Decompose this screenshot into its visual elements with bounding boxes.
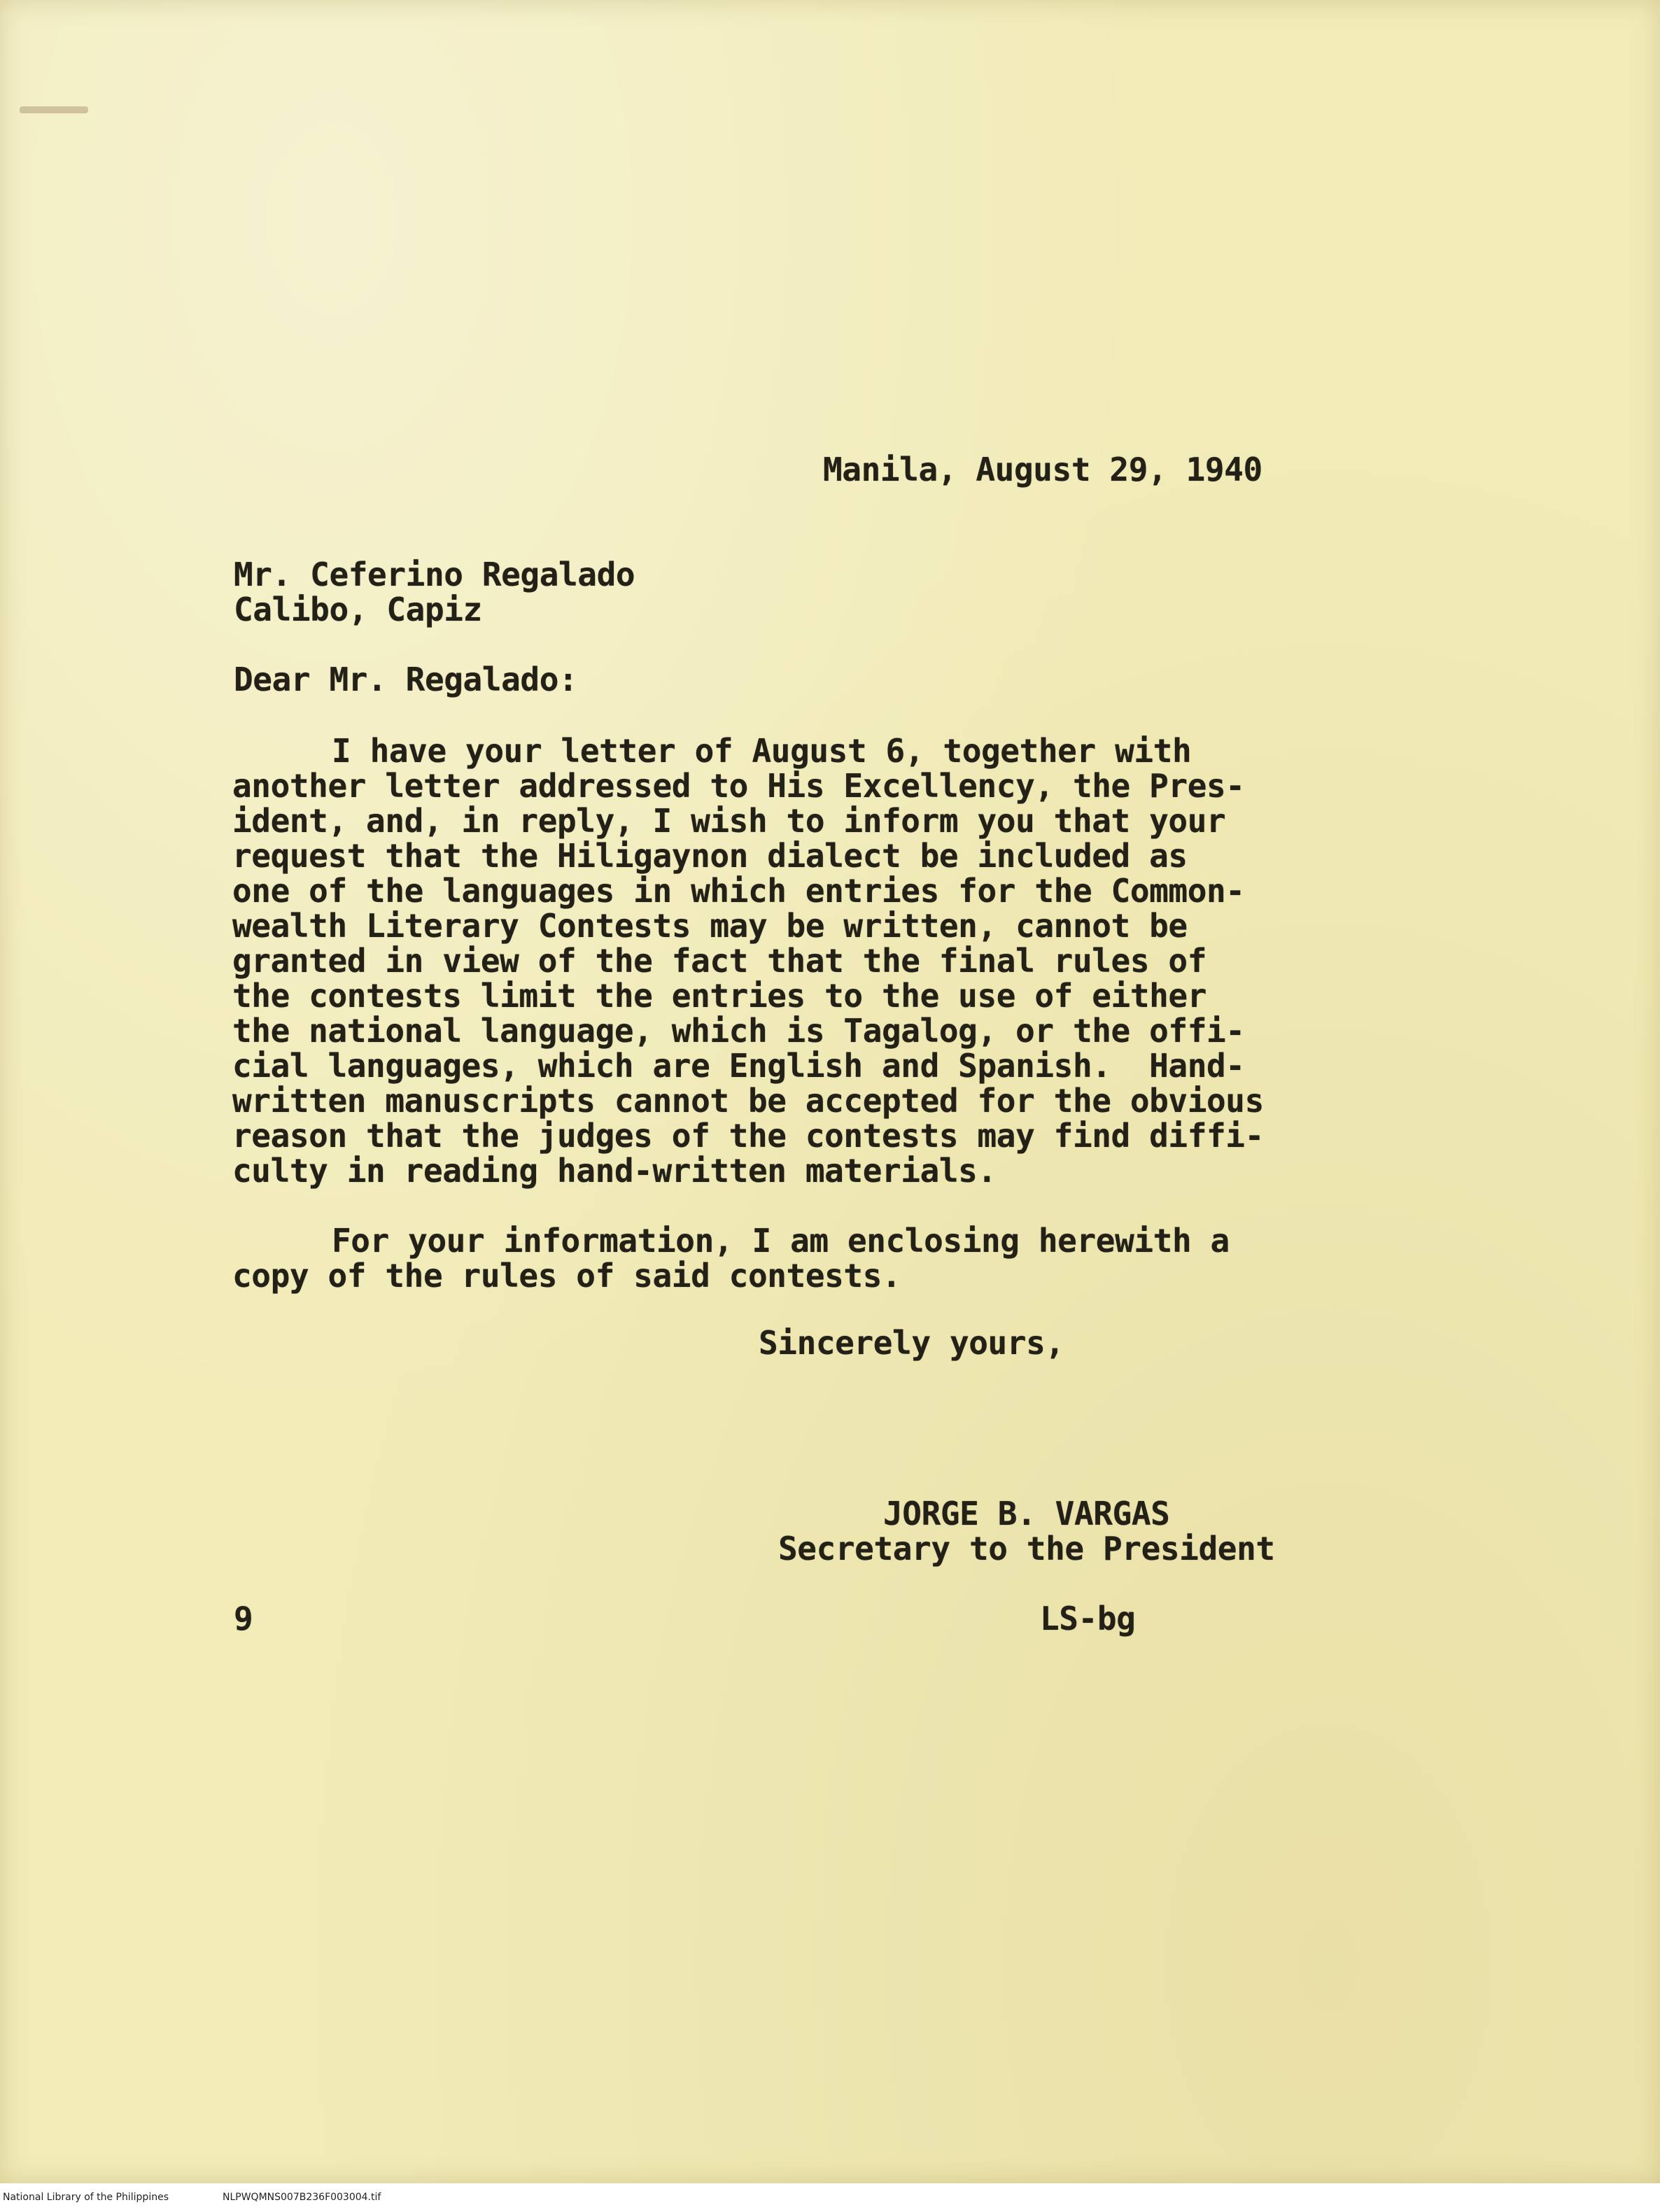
paragraph-1-line: wealth Literary Contests may be written, cannot be	[232, 907, 1188, 945]
signer-name: JORGE B. VARGAS	[883, 1495, 1170, 1533]
date-line: Manila, August 29, 1940	[823, 451, 1262, 488]
paragraph-1-line: cial languages, which are English and Spanish. Hand-	[232, 1047, 1245, 1085]
recipient-name: Mr. Ceferino Regalado	[234, 556, 635, 593]
recipient-place: Calibo, Capiz	[234, 591, 482, 628]
reference-initials: LS-bg	[1040, 1600, 1136, 1637]
paragraph-1-line: request that the Hiligaynon dialect be included as	[232, 837, 1188, 875]
paragraph-1-line: the national language, which is Tagalog, or the offi-	[232, 1012, 1245, 1050]
paragraph-1-line: one of the languages in which entries for the Common-	[232, 872, 1245, 910]
paragraph-1-line: granted in view of the fact that the final rules of	[232, 942, 1207, 980]
archive-repository: National Library of the Philippines	[3, 2192, 169, 2203]
paragraph-1-line: ident, and, in reply, I wish to inform you that your	[232, 802, 1226, 840]
paragraph-2-line: For your information, I am enclosing herewith a	[332, 1222, 1230, 1260]
archive-filename: NLPWQMNS007B236F003004.tif	[223, 2192, 381, 2203]
salutation: Dear Mr. Regalado:	[234, 661, 578, 698]
paragraph-1-line: another letter addressed to His Excellency, the Pres-	[232, 767, 1245, 805]
archive-footer	[0, 2183, 1660, 2212]
paragraph-1-line: reason that the judges of the contests may find diffi-	[232, 1117, 1264, 1155]
signer-title: Secretary to the President	[778, 1530, 1275, 1568]
closing: Sincerely yours,	[759, 1324, 1064, 1362]
paragraph-1-line: culty in reading hand-written materials.	[232, 1152, 997, 1190]
paragraph-2-line: copy of the rules of said contests.	[232, 1257, 901, 1295]
paragraph-1-line: the contests limit the entries to the use of either	[232, 977, 1207, 1015]
page-number: 9	[234, 1600, 253, 1637]
margin-smudge	[20, 106, 88, 113]
paragraph-1-line: I have your letter of August 6, together with	[332, 732, 1192, 770]
paragraph-1-line: written manuscripts cannot be accepted for the obvious	[232, 1082, 1264, 1120]
